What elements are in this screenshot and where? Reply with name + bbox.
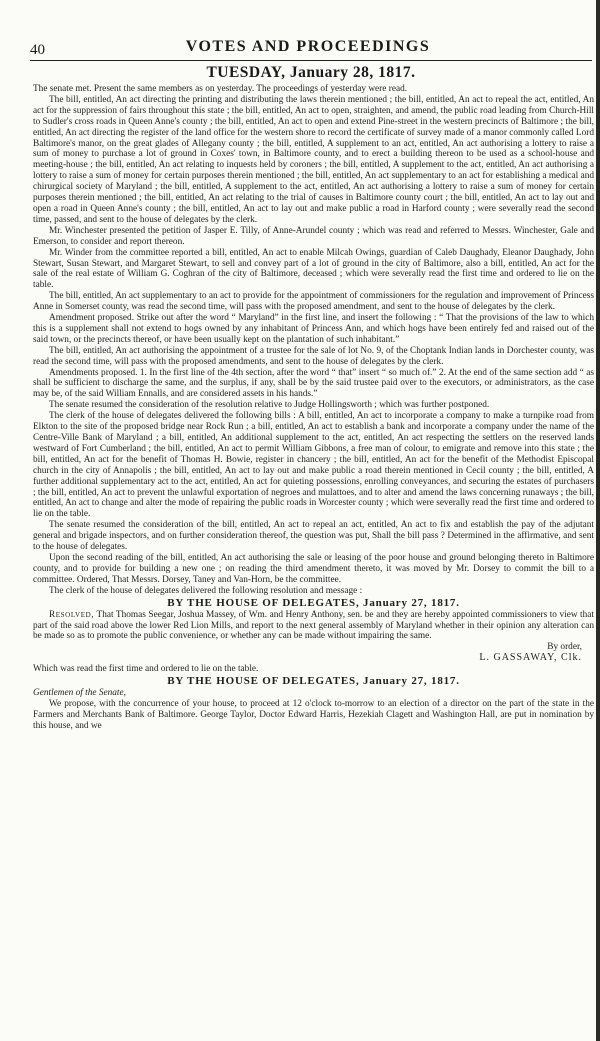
paragraph: Which was read the first time and ordered to lie on the table. (33, 664, 259, 675)
paragraph: The senate met. Present the same members as on yesterday. The proceedings of yesterday were read. (33, 84, 408, 94)
header-rule (30, 60, 592, 61)
resolved-label: Resolved, (49, 609, 95, 620)
page-header (30, 34, 586, 60)
message-text: We propose, with the concurrence of your house, to proceed at 12 o'clock to-morrow to an election of a director on the part of the state in the Farmers and Merchants Bank of Baltimore. George Taylor, Doctor Edward Harris, Hezekiah Clagett and Washington Hall, are put in nomination by this house, and we (33, 698, 594, 731)
paragraph: Amendment proposed. Strike out after the word “ Maryland” in the first line, and insert the following : “ That the provisions of the law to which this is a supplement shall not extend to hogs owned by any inhabitant of Princess Ann, and which hogs have been entirely fed and raised out of the said town, or the precincts thereof, or have been usually kept on the plantation of such inhabitant.” (33, 313, 594, 345)
paragraph: Mr. Winchester presented the petition of Jasper E. Tilly, of Anne-Arundel county ; which was read and referred to Messrs. Winchester, Gale and Emerson, to consider and report thereon. (33, 225, 594, 247)
salutation: Gentlemen of the Senate, (33, 688, 126, 699)
paragraph: The clerk of the house of delegates delivered the following resolution and message : (49, 585, 363, 596)
paragraph: Amendments proposed. 1. In the first line of the 4th section, after the word “ that” insert “ so much of.” 2. At the end of the same section add “ as shall be sufficient to discharge the same, and the surplus, if any, shall be by the said trustee paid over to the executors, or administrators, as the case may be, of the said William Ennalls, and are considered assets in his hands.” (33, 367, 594, 400)
by-order: By order, (547, 642, 582, 653)
resolution-text: That Thomas Seegar, Joshua Massey, of Wm. and Henry Anthony, sen. be and they are hereby appointed commissioners to view that part of the said road above the lower Red Lion Mills, and report to the next general assembly of Maryland whether in their opinion any alteration can be made so as to promote the public convenience, or whether any can be made without impairing the same. (33, 609, 594, 642)
resolution-paragraph (33, 610, 594, 643)
paragraph: Mr. Winder from the committee reported a bill, entitled, An act to enable Milcah Owings, guardian of Caleb Daughady, Eleanor Daughady, John Stewart, Susan Stewart, and Margaret Stewart, to sell and convey part of a lot of ground in the city of Baltimore, also a bill, entitled, An act for the sale of the real estate of William G. Coghran of the city of Baltimore, deceased ; which were severally read the first time and ordered to lie on the table. (33, 247, 594, 291)
clerk-signature: L. GASSAWAY, Clk. (479, 652, 582, 664)
page-edge (596, 0, 600, 1041)
paragraph: Upon the second reading of the bill, entitled, An act authorising the sale or leasing of the poor house and ground belonging thereto in Baltimore county, and to provide for building a new one ; on reading the third amendment thereto, it was moved by Mr. Dorsey to commit the bill to a committee. Ordered, That Messrs. Dorsey, Taney and Van-Horn, be the committee. (33, 552, 594, 585)
date-heading: TUESDAY, January 28, 1817. (206, 64, 416, 81)
paragraph: The bill, entitled, An act directing the printing and distributing the laws therein mentioned ; the bill, entitled, An act to repeal the act, entitled, An act for the suppression of fairs throughout this state ; the bill, entitled, An act to open, straighten, and amend, the public road leading from Church-Hill to Sudler's cross roads in Queen Anne's county ; the bill, entitled, An act to open and extend Pine-street in the western precincts of Baltimore ; the bill, entitled, An act directing the register of the land office for the western shore to record the certificate of survey made of a manor commonly called Lord Baltimore's manor, on the great glades of Allegany county ; the bill, entitled, A supplement to an act, entitled, An act authorising a lottery to raise a sum of money to purchase a lot of ground in Coxes' town, in Baltimore county, and to erect a building thereon to be used as a school-house and meeting-house ; the bill, entitled, An act relating to inquests held by coroners ; the bill, entitled, A supplement to the act, entitled, An act authorising a lottery to raise a sum of money for certain purposes therein mentioned ; the bill, entitled, An act supplementary to an act for establishing a medical and chirurgical society of Maryland ; the bill, entitled, A supplement to the act, entitled, An act authorising a lottery to raise a sum of money for certain purposes therein mentioned ; the bill, entitled, An act relating to the trial of causes in Baltimore county court ; the bill, entitled, An act to lay out and open a road in Queen Anne's county ; the bill, entitled, An act to lay out and make public a road in Harford county ; were severally read the second time, passed, and sent to the house of delegates by the clerk. (33, 94, 594, 225)
message-heading: BY THE HOUSE OF DELEGATES, January 27, 1817. (167, 675, 460, 688)
page-number: 40 (30, 42, 45, 58)
paragraph: The bill, entitled, An act supplementary to an act to provide for the appointment of commissioners for the regulation and improvement of Princess Anne in Somerset county, was read the second time, will pass with the proposed amendment, and sent to the house of delegates by the clerk. (33, 291, 594, 313)
paragraph: The bill, entitled, An act authorising the appointment of a trustee for the sale of lot No. 9, of the Choptank Indian lands in Dorchester county, was read the second time, will pass with the proposed amendments, and sent to the house of delegates by the clerk. (33, 345, 594, 367)
paragraph: The clerk of the house of delegates delivered the following bills : A bill, entitled, An act to incorporate a company to make a turnpike road from Elkton to the site of the proposed bridge near Rock Run ; a bill, entitled, An act to establish a bank and incorporate a company under the name of the Centre-Ville Bank of Maryland ; a bill, entitled, An additional supplement to the act, entitled, An act respecting the settlers on the reserved lands westward of Fort Cumberland ; the bill, entitled, An act to permit William Gibbons, a free man of colour, to emigrate and remove into this state ; the bill, entitled, An act for the benefit of Thomas H. Bowie, register in chancery ; the bill, entitled, An act for the benefit of the Methodist Episcopal church in the city of Annapolis ; the bill, entitled, An act to lay out and make public a road therein mentioned in Cecil county ; the bill, entitled, A further additional supplementary act to the act, entitled, An act for quieting possessions, enrolling conveyances, and securing the estates of purchasers ; the bill, entitled, An act to prevent the unlawful exportation of negroes and mulattoes, and to alter and amend the laws concerning runaways ; the bill, entitled, An act to change and alter the mode of repairing the public roads in Worcester county ; which were severally read the first time and ordered to lie on the table. (33, 411, 594, 520)
paragraph: The senate resumed the consideration of the resolution relative to Judge Hollingsworth ; which was further postponed. (49, 400, 490, 411)
paragraph: The senate resumed the consideration of the bill, entitled, An act to repeal an act, entitled, An act to fix and establish the pay of the adjutant general and brigade inspectors, and on further consideration thereof, the question was put, Shall the bill pass ? Determined in the affirmative, and sent to the house of delegates. (33, 520, 594, 553)
running-head: VOTES AND PROCEEDINGS (185, 38, 431, 55)
message-heading: BY THE HOUSE OF DELEGATES, January 27, 1817. (167, 596, 460, 609)
journal-body (33, 84, 594, 732)
